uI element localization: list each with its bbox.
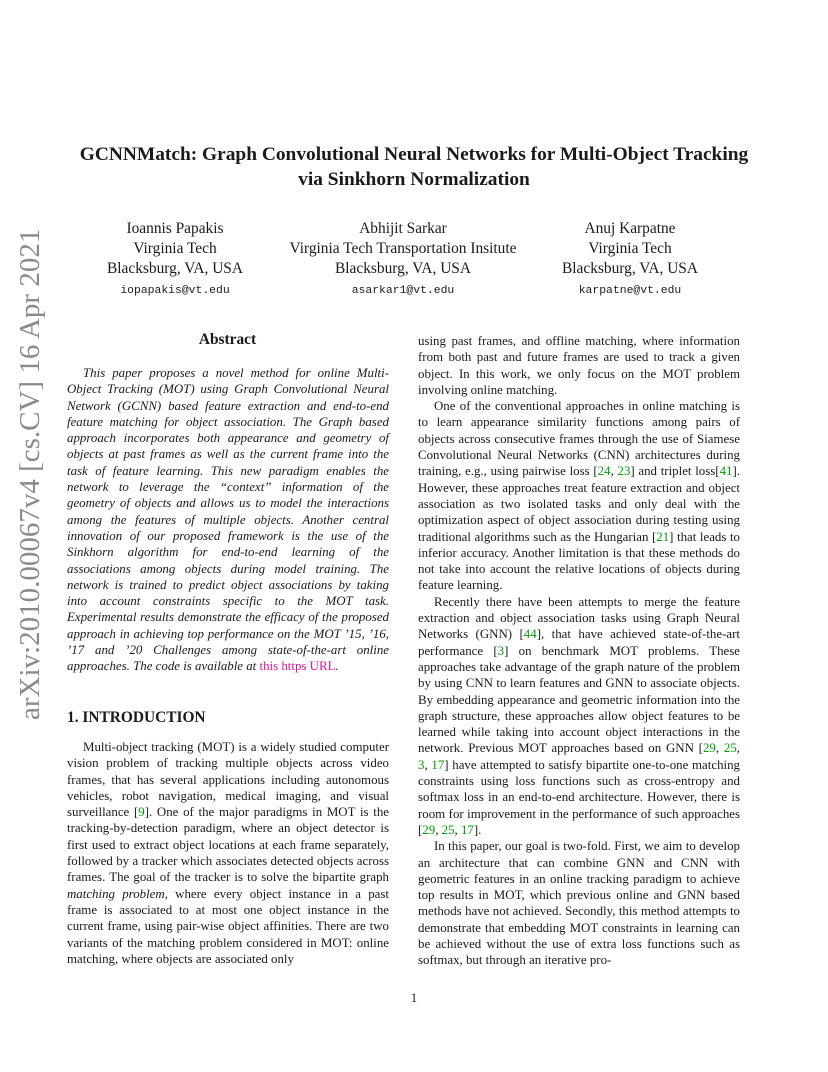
- paper-title: [60, 142, 768, 192]
- author-email: karpatne@vt.edu: [578, 285, 682, 298]
- author-name: Anuj Karpatne: [584, 220, 676, 237]
- author-affiliation: Virginia Tech: [588, 239, 672, 257]
- citation-link[interactable]: 25: [441, 822, 455, 837]
- section-heading-introduction: 1. INTRODUCTION: [67, 709, 206, 726]
- author-block-1: [94, 219, 256, 302]
- author-email: asarkar1@vt.edu: [351, 285, 455, 298]
- author-block-3: [548, 219, 712, 302]
- intro-paragraph-2: One of the conventional approaches in online matching is to learn appearance similarity functions among pairs of objects across consecutive frames through the use of Siamese Convolutional Neural Networks (CNN) architectures during training, e.g., using pairwise loss [24, 23] and triplet loss[41]. However, these approaches treat feature extraction and object association as two isolated tasks and only deal with the optimization aspect of object association during testing using traditional algorithms such as the Hungarian [21] that leads to inferior accuracy. Another limitation is that these methods do not take into account the relative locations of objects during feature learning.: [418, 399, 740, 593]
- abstract-body: [67, 365, 389, 675]
- author-name: Ioannis Papakis: [126, 220, 224, 237]
- author-location: Blacksburg, VA, USA: [107, 259, 243, 277]
- page-number: 1: [410, 991, 418, 1005]
- author-affiliation: Virginia Tech Transportation Insitute: [289, 239, 517, 257]
- intro-column-right: [418, 333, 740, 969]
- author-name: Abhijit Sarkar: [359, 220, 447, 237]
- citation-link[interactable]: 25: [723, 741, 737, 756]
- abstract-end: .: [335, 659, 339, 674]
- intro-paragraph-continued: using past frames, and offline matching, where information from both past and future frames are used to track a given object. In this work, we only focus on the MOT problem involving online matching.: [418, 334, 740, 397]
- citation-link[interactable]: 3: [418, 757, 425, 772]
- arxiv-identifier: arXiv:2010.00067v4 [cs.CV] 16 Apr 2021: [14, 228, 46, 720]
- citation-link[interactable]: 17: [460, 822, 474, 837]
- abstract-heading: Abstract: [198, 331, 257, 348]
- intro-paragraph-4: In this paper, our goal is two-fold. First, we aim to develop an architecture that can combine GNN and CNN with geometric features in an online tracking paradigm to achieve top results in MOT, which previous online and GNN based methods have not achieved. Secondly, this method attempts to demonstrate that embedding MOT constraints in learning can be achieved without the use of extra loss functions such as softmax, but through an iterative pro-: [418, 839, 740, 968]
- title-line-1: GCNNMatch: Graph Convolutional Neural Networks for Multi-Object Tracking: [79, 144, 749, 165]
- citation-link[interactable]: 24: [597, 464, 611, 479]
- citation-link[interactable]: 17: [431, 757, 445, 772]
- author-email: iopapakis@vt.edu: [120, 285, 230, 298]
- citation-link[interactable]: 41: [719, 464, 733, 479]
- citation-link[interactable]: 44: [523, 627, 537, 642]
- author-location: Blacksburg, VA, USA: [335, 259, 471, 277]
- intro-column-left: [67, 739, 389, 967]
- author-location: Blacksburg, VA, USA: [562, 259, 698, 277]
- citation-link[interactable]: 3: [497, 643, 505, 658]
- author-block-2: [272, 219, 534, 302]
- intro-paragraph-1: Multi-object tracking (MOT) is a widely studied computer vision problem of tracking multiple objects across video frames, that has several applications including autonomous vehicles, robot navigation, medical imaging, and visual surveillance [9]. One of the major paradigms in MOT is the tracking-by-detection paradigm, where an object detector is first used to extract object locations at each frame separately, followed by a tracker which associates detected objects across frames. The goal of the tracker is to solve the bipartite graph matching problem, where every object instance in a past frame is associated to at most one object instance in the current frame, using pair-wise object affinities. There are two variants of the matching problem considered in MOT: online matching, where objects are associated only: [67, 740, 389, 966]
- title-line-2: via Sinkhorn Normalization: [298, 169, 530, 190]
- author-affiliation: Virginia Tech: [133, 239, 217, 257]
- citation-link[interactable]: 23: [617, 464, 631, 479]
- citation-link[interactable]: 29: [702, 741, 716, 756]
- citation-link[interactable]: 29: [422, 822, 436, 837]
- citation-link[interactable]: 9: [138, 805, 145, 820]
- citation-link[interactable]: 21: [656, 529, 670, 544]
- code-link[interactable]: this https URL: [259, 659, 336, 674]
- abstract-text: This paper proposes a novel method for online Multi-Object Tracking (MOT) using Graph Convolutional Neural Network (GCNN) based feature extraction and end-to-end feature matching for object association. The Graph based approach incorporates both appearance and geometry of objects at past frames as well as the current frame into the task of feature learning. This new paradigm enables the network to leverage the “context” information of the geometry of objects and allows us to model the interactions among the features of multiple objects. Another central innovation of our proposed framework is the use of the Sinkhorn algorithm for end-to-end learning of the associations among objects during model training. The network is trained to predict object associations by taking into account constraints specific to the MOT task. Experimental results demonstrate the efficacy of the proposed approach in achieving top performance on the MOT ’15, ’16, ’17 and ’20 Challenges among state-of-the-art online approaches. The code is available at: [67, 366, 389, 674]
- intro-paragraph-3: Recently there have been attempts to merge the feature extraction and object association tasks using Graph Neural Networks (GNN) [44], that have achieved state-of-the-art performance [3] on benchmark MOT problems. These approaches take advantage of the graph nature of the problem by using CNN to learn features and GNN to associate objects. By embedding appearance and geometric information into the graph structure, these approaches allow object features to be learned while taking into account object interactions in the network. Previous MOT approaches based on GNN [29, 25, 3, 17] have attempted to satisfy bipartite one-to-one matching constraints using loss functions such as cross-entropy and softmax loss in an end-to-end architecture. However, there is room for improvement in the performance of such approaches [29, 25, 17].: [418, 594, 740, 837]
